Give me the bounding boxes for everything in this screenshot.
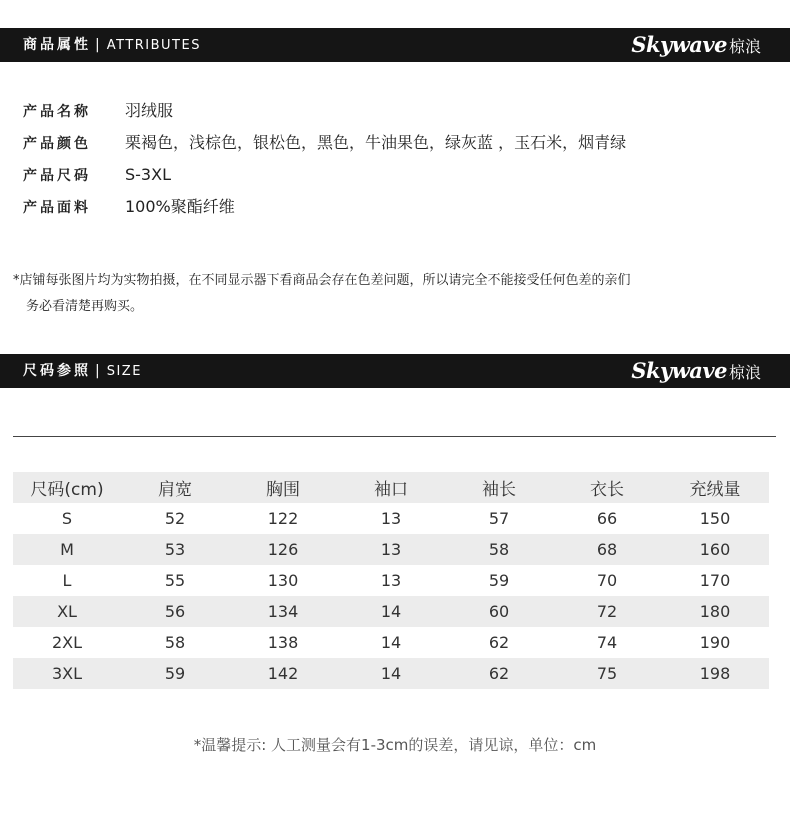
size-header-bar — [0, 354, 790, 388]
attributes-header-bar — [0, 28, 790, 62]
table-cell: 58 — [445, 534, 553, 565]
column-header: 胸围 — [229, 472, 337, 503]
table-cell: 180 — [661, 596, 769, 627]
attribute-row-fabric — [23, 191, 626, 223]
table-header-row — [13, 472, 769, 503]
attribute-label: 产品名称 — [23, 104, 91, 120]
column-header: 尺码(cm) — [13, 472, 121, 503]
section-divider-line — [13, 436, 776, 437]
table-cell: 2XL — [13, 627, 121, 658]
notice-line-1: *店铺每张图片均为实物拍摄，在不同显示器下看商品会存在色差问题，所以请完全不能接受任何色差的亲们 — [13, 273, 631, 288]
attribute-row-color — [23, 127, 626, 159]
table-cell: M — [13, 534, 121, 565]
table-cell: 190 — [661, 627, 769, 658]
table-row — [13, 658, 769, 689]
attribute-value: 羽绒服 — [125, 101, 174, 120]
color-difference-notice — [13, 268, 733, 320]
table-cell: 68 — [553, 534, 661, 565]
brand-logo — [631, 28, 761, 62]
attribute-row-name — [23, 95, 626, 127]
table-row — [13, 534, 769, 565]
table-cell: 52 — [121, 503, 229, 534]
table-cell: 126 — [229, 534, 337, 565]
attributes-section-title — [23, 28, 201, 62]
brand-logo-word: Skywave — [631, 32, 727, 57]
attributes-list — [23, 95, 626, 223]
attributes-title-en: ATTRIBUTES — [106, 38, 201, 53]
table-cell: 62 — [445, 658, 553, 689]
table-cell: 13 — [337, 565, 445, 596]
table-cell: 58 — [121, 627, 229, 658]
table-cell: 60 — [445, 596, 553, 627]
table-cell: 59 — [121, 658, 229, 689]
table-cell: XL — [13, 596, 121, 627]
table-cell: 57 — [445, 503, 553, 534]
table-cell: 62 — [445, 627, 553, 658]
attribute-label: 产品尺码 — [23, 168, 91, 184]
table-cell: 59 — [445, 565, 553, 596]
table-cell: 55 — [121, 565, 229, 596]
size-title-zh: 尺码参照 — [23, 363, 91, 379]
brand-logo-zh: 椋浪 — [728, 37, 761, 56]
table-cell: 142 — [229, 658, 337, 689]
table-cell: 14 — [337, 627, 445, 658]
size-chart-table — [13, 472, 769, 689]
table-cell: 56 — [121, 596, 229, 627]
table-cell: S — [13, 503, 121, 534]
table-cell: L — [13, 565, 121, 596]
attribute-label: 产品面料 — [23, 200, 91, 216]
table-cell: 160 — [661, 534, 769, 565]
table-cell: 72 — [553, 596, 661, 627]
table-cell: 13 — [337, 503, 445, 534]
title-divider: | — [95, 37, 101, 53]
title-divider: | — [95, 363, 101, 379]
attribute-row-size — [23, 159, 626, 191]
table-row — [13, 627, 769, 658]
size-section-title — [23, 354, 142, 388]
table-cell: 198 — [661, 658, 769, 689]
table-cell: 66 — [553, 503, 661, 534]
table-cell: 53 — [121, 534, 229, 565]
attribute-value: 栗褐色，浅棕色，银松色，黑色，牛油果色，绿灰蓝 ，玉石米，烟青绿 — [125, 133, 627, 152]
column-header: 充绒量 — [661, 472, 769, 503]
table-cell: 150 — [661, 503, 769, 534]
size-title-en: SIZE — [106, 364, 142, 379]
table-cell: 70 — [553, 565, 661, 596]
column-header: 袖口 — [337, 472, 445, 503]
attribute-value: S-3XL — [125, 165, 171, 184]
column-header: 肩宽 — [121, 472, 229, 503]
table-cell: 13 — [337, 534, 445, 565]
attribute-value: 100%聚酯纤维 — [125, 197, 235, 216]
table-cell: 14 — [337, 658, 445, 689]
table-cell: 75 — [553, 658, 661, 689]
table-row — [13, 596, 769, 627]
column-header: 袖长 — [445, 472, 553, 503]
table-cell: 130 — [229, 565, 337, 596]
table-cell: 122 — [229, 503, 337, 534]
brand-logo — [631, 354, 761, 388]
brand-logo-zh: 椋浪 — [728, 363, 761, 382]
table-cell: 14 — [337, 596, 445, 627]
table-cell: 3XL — [13, 658, 121, 689]
column-header: 衣长 — [553, 472, 661, 503]
table-cell: 74 — [553, 627, 661, 658]
attribute-label: 产品颜色 — [23, 136, 91, 152]
measurement-footnote: *温馨提示: 人工测量会有1-3cm的误差，请见谅，单位：cm — [193, 736, 597, 754]
table-cell: 134 — [229, 596, 337, 627]
table-cell: 138 — [229, 627, 337, 658]
table-row — [13, 565, 769, 596]
attributes-title-zh: 商品属性 — [23, 37, 91, 53]
notice-line-2: 务必看清楚再购买。 — [26, 299, 144, 314]
brand-logo-word: Skywave — [631, 358, 727, 383]
table-cell: 170 — [661, 565, 769, 596]
table-row — [13, 503, 769, 534]
